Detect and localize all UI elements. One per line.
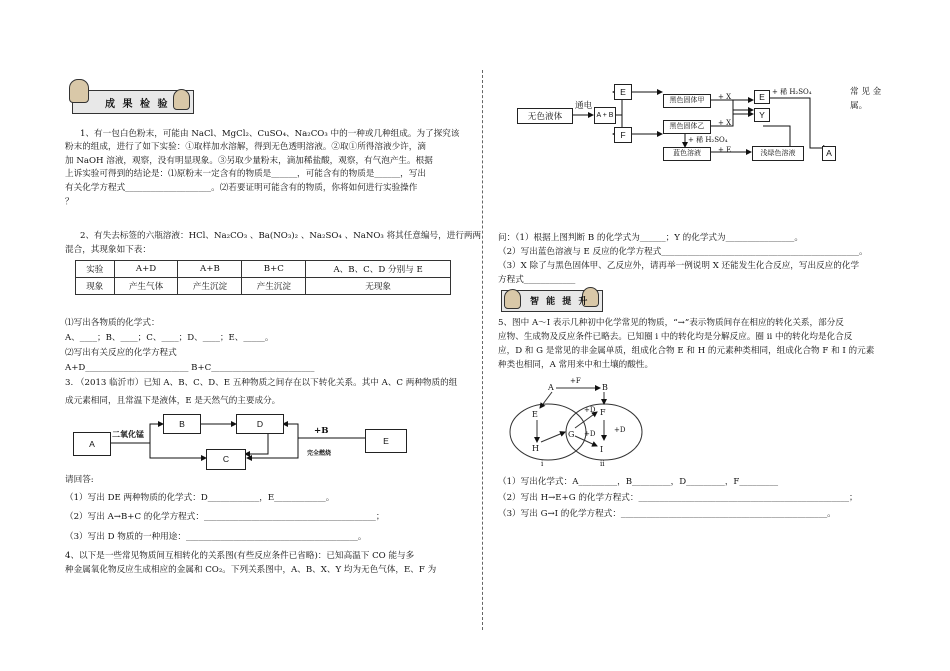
node-b <box>163 414 201 434</box>
flow-black-1 <box>663 94 711 108</box>
flow-elec-label: 通电 <box>575 101 593 111</box>
flow-e-2-label: E <box>759 92 765 102</box>
flow-e <box>614 84 632 100</box>
q4-part-1: 问：（1）根据上图判断 B 的化学式为______；Y 的化学式为________________。 <box>498 233 803 243</box>
node-e <box>365 429 407 453</box>
q2-sub-3: ⑵写出有关反应的化学方程式 <box>65 348 177 358</box>
node-c-label: C <box>222 454 230 464</box>
q4-part-3: （3）X 除了与黑色固体甲、乙反应外，请再举一例说明 X 还能发生化合反应，写出反应的化学 <box>498 261 860 271</box>
venn-f: F <box>600 408 606 417</box>
table-cell: A+D <box>114 261 178 278</box>
venn-g: G <box>568 430 575 439</box>
flow-a <box>822 146 836 161</box>
teacher-face-icon <box>173 89 190 110</box>
q2-sub-2: A、____；B、____；C、____；D、____；E、_____。 <box>65 333 274 343</box>
flow-a-label: A <box>826 148 832 158</box>
banner-title: 成 果 检 验 <box>105 99 170 110</box>
q2-sub-4: A+D________________________ B+C________________________ <box>65 363 315 373</box>
flow-ab-label: A + B <box>596 112 614 119</box>
acid-label-2: + 稀 H₂SO₄ <box>688 136 728 144</box>
venn-plus-d-2: +D <box>584 430 596 438</box>
banner-title: 智 能 提 升 <box>530 297 590 307</box>
table-cell: A、B、C、D 分别与 E <box>306 261 451 278</box>
venn-h: H <box>532 444 539 453</box>
experiment-table <box>75 260 451 295</box>
q3-part-1: （1）写出 DE 两种物质的化学式：D____________，E____________。 <box>65 493 335 503</box>
flow-e-label: E <box>620 87 626 97</box>
catalyst-label: 二氧化锰 <box>112 429 144 439</box>
q5-answer-1: （1）写出化学式：A_________，B_________，D_________，F_________ <box>498 477 779 487</box>
q2-line-2: 混合，其现象如下表： <box>65 245 151 255</box>
section-banner-improve <box>501 290 603 312</box>
side-note: 常 见 金 属。 <box>850 87 882 111</box>
table-cell: 实验 <box>76 261 115 278</box>
student-face-icon <box>504 289 521 309</box>
venn-e: E <box>532 410 538 419</box>
table-cell: 现象 <box>76 278 115 295</box>
q3-line-2: 成元素相同，且常温下是液体，E 是天然气的主要成分。 <box>65 396 281 406</box>
flow-liquid-label: 无色液体 <box>527 111 563 121</box>
node-c <box>206 449 246 470</box>
flow-green <box>752 146 804 161</box>
q5-line-2: 应物、生成物及反应条件已略去。已知圈 i 中的转化均是分解反应。圈 ii 中的转化均是化合反 <box>498 332 853 342</box>
flow-e-2 <box>754 90 770 104</box>
node-d <box>236 414 284 434</box>
table-cell: 产生沉淀 <box>178 278 242 295</box>
q1-line-6: ？ <box>65 197 74 207</box>
q4-line-1: 4、以下是一些常见物质间互相转化的关系图(有些反应条件已省略)：已知高温下 CO 能与多 <box>65 551 415 561</box>
q2-sub-1: ⑴写出各物质的化学式： <box>65 318 160 328</box>
venn-plus-d-3: +D <box>614 426 626 434</box>
venn-label-i: i <box>541 460 544 468</box>
flow-liquid <box>517 108 573 124</box>
flow-blue <box>663 147 711 161</box>
q5-line-4: 种类也相同，A 常用来中和土壤的酸性。 <box>498 360 654 370</box>
section-banner-results <box>72 90 194 114</box>
q5-answer-3: （3）写出 G→I 的化学方程式：________________________________________________。 <box>498 509 836 519</box>
q1-line-4: 上诉实验可得到的结论是：⑴原粉末一定含有的物质是______，可能含有的物质是______，写出 <box>65 169 426 179</box>
plus-b-label: +B <box>314 426 329 436</box>
flow-black-1-label: 黑色固体甲 <box>669 97 705 104</box>
student-face-icon <box>69 79 89 103</box>
q1-line-2: 粉末的组成，进行了如下实验：①取样加水溶解，得到无色透明溶液。②取①所得溶液少许，滴 <box>65 142 426 152</box>
node-e-label: E <box>383 436 389 446</box>
table-cell: A+B <box>178 261 242 278</box>
q4-part-2: （2）写出蓝色溶液与 E 反应的化学方程式______________________________________________。 <box>498 247 868 257</box>
plus-x-1: + X <box>718 93 732 101</box>
flow-ab <box>594 107 616 124</box>
flow-f <box>614 127 632 143</box>
q1-line-5: 有关化学方程式____________________。⑵若要证明可能含有的物质，你将如何进行实验操作 <box>65 183 418 193</box>
table-cell: 无现象 <box>306 278 451 295</box>
q1-line-3: 加 NaOH 溶液，观察，没有明显现象。③另取少量粉末，滴加稀盐酸，观察，有气泡产生。根据 <box>65 156 433 166</box>
q3-line-1: 3. （2013 临沂市）已知 A、B、C、D、E 五种物质之间存在以下转化关系。其中 A、C 两种物质的组 <box>65 378 458 388</box>
flow-blue-label: 蓝色溶液 <box>673 150 701 157</box>
table-cell: 产生沉淀 <box>242 278 306 295</box>
q4-line-2: 种金属氧化物反应生成相应的金属和 CO₂。下列关系图中，A、B、X、Y 均为无色气体，E、F 为 <box>65 565 437 575</box>
venn-label-ii: ii <box>600 460 605 468</box>
q3-part-2: （2）写出 A→B+C 的化学方程式：________________________________________； <box>65 512 385 522</box>
flow-black-2-label: 黑色固体乙 <box>669 123 705 130</box>
q2-line-1: 2、有失去标签的六瓶溶液：HCl、Na₂CO₃ 、Ba(NO₃)₂ 、Na₂SO₄ 、NaNO₃ 将其任意编号，进行两两 <box>80 231 482 241</box>
venn-plus-f: +F <box>570 377 581 385</box>
flow-green-label: 浅绿色溶液 <box>760 150 796 157</box>
table-cell: 产生气体 <box>114 278 178 295</box>
flow-y-label: Y <box>759 110 765 120</box>
node-d-label: D <box>256 419 264 429</box>
q5-line-3: 应，D 和 G 是常见的非金属单质，组成化合物 E 和 H 的元素种类相同，组成化合物 F 和 I 的元素 <box>498 346 875 356</box>
node-a <box>73 432 111 456</box>
table-cell: B+C <box>242 261 306 278</box>
q4-part-4: 方程式____________ <box>498 275 576 285</box>
plus-x-2: + X <box>718 119 732 127</box>
acid-label-1: + 稀 H₂SO₄ <box>772 88 812 96</box>
burn-label: 完全燃烧 <box>307 450 332 457</box>
q5-answer-2: （2）写出 H→E+G 的化学方程式：_________________________________________________； <box>498 493 858 503</box>
table-row <box>76 261 451 278</box>
q1-line-1: 1、有一包白色粉末，可能由 NaCl、MgCl₂、CuSO₄、Na₂CO₃ 中的一种或几种组成。为了探究该 <box>80 129 460 139</box>
q3-ask: 请回答: <box>65 475 94 485</box>
venn-plus-d-1: +D <box>584 406 596 414</box>
venn-i: I <box>600 445 604 454</box>
column-divider <box>482 70 483 630</box>
node-a-label: A <box>89 439 95 449</box>
venn-b: B <box>602 383 608 392</box>
venn-a: A <box>548 383 554 392</box>
plus-e-label: + E <box>718 146 732 154</box>
flow-y <box>754 108 770 122</box>
table-row <box>76 278 451 295</box>
node-b-label: B <box>179 419 185 429</box>
flow-f-label: F <box>620 130 626 140</box>
flow-black-2 <box>663 120 711 134</box>
q3-part-3: （3）写出 D 物质的一种用途：________________________________________。 <box>65 532 367 542</box>
q5-line-1: 5、图中 A～I 表示几种初中化学常见的物质，“→”表示物质间存在相应的转化关系，部分反 <box>498 318 844 328</box>
